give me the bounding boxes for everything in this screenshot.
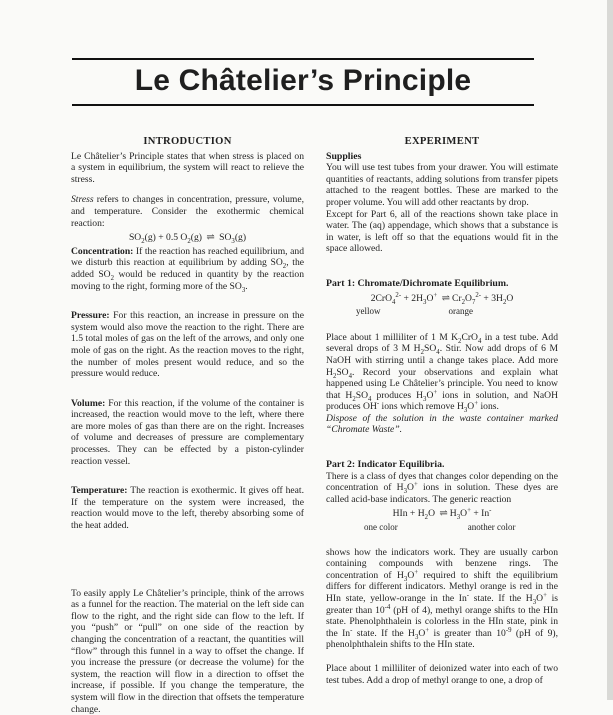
part2-procedure: Place about 1 milliliter of deionized water into each of two test tubes. Add a drop of methyl orange to one, a drop of [326, 662, 558, 686]
equilibrium-arrow-icon: ⇌ [441, 292, 451, 304]
color-label-yellow: yellow [356, 306, 381, 317]
concentration-label: Concentration: [71, 245, 134, 257]
indicator-color-labels [326, 522, 558, 534]
color-label-orange: orange [448, 306, 473, 317]
page-title: Le Châtelier’s Principle [134, 64, 472, 97]
funnel-paragraph: To easily apply Le Châtelier’s principle, think of the arrows as a funnel for the reaction. The material on the left side can flow to the right, and the right side can flow to the left. If you “push” or “pull” on one side of the reaction by changing the concentration of a reactant, the quantities will “flow” through this funnel in a way to offset the change. If you increase the pressure (or decrease the volume) for the system, the reaction will flow in a direction to offset the increase, if possible. If you change the temperature, the system will flow in the direction that offsets the temperature change. [71, 587, 304, 715]
chromate-color-labels [326, 306, 558, 318]
page-edge-shadow [607, 0, 613, 700]
intro-paragraph: Le Châtelier’s Principle states that when stress is placed on a system in equilibrium, the system will react to relieve the stress. [71, 150, 304, 185]
supplies-heading: Supplies [326, 150, 362, 162]
indicator-equation: HIn + $H_2O$ ⇌ $H_3O^+ + In^-$ [392, 507, 492, 522]
supplies-paragraph: You will use test tubes from your drawer. You will estimate quantities of reactants, adding solutions from transfer pipets attached to the reagent bottles. These are marked to the proper volume. You will add other reactants by drop. [326, 162, 558, 208]
part2-explanation: shows how the indicators work. They are usually carbon containing compounds with benzene rings. The concentration of $H_3O^+$ required to shift the equilibrium differs for different indicators. Methyl orange is red in the HIn state, yellow-orange in the In- state. If the $H_3O^+$ is greater than $10^{-4}$ (pH of 4), methyl orange shifts to the HIn state. Phenolphthalein is colorless in the HIn state, pink in the In- state. If the $H_3O^+$ is greater than $10^{-9}$ (pH of 9), phenolphthalein shifts to the HIn state. [326, 546, 558, 651]
color-label-another: another color [467, 522, 516, 533]
stress-paragraph [71, 194, 304, 229]
experiment-heading: EXPERIMENT [404, 136, 480, 147]
pressure-paragraph: Pressure: For this reaction, an increase in pressure on the system would also move the reaction to the right. There are 1.5 total moles of gas on the left of the arrows, and only one mole of gas on the right. As the reaction moves to the right, the number of moles present would reduce, and so the pressure would reduce. [71, 310, 304, 380]
part1-dispose-note: Dispose of the solution in the waste container marked “Chromate Waste”. [326, 412, 558, 436]
part1-procedure: Place about 1 milliliter of 1 M $K_2CrO_4$ in a test tube. Add several drops of 3 M $H_2SO_4$. Stir. Now add drops of 6 M NaOH with stirring until a change takes place. Add more $H_2SO_4$. Record your observations and explain what happened using Le Châtelier’s principle. You need to know that $H_2SO_4$ produces $H_3O^+$ ions in solution, and NaOH produces OH- ions which remove $H_3O^+$ ions. [326, 331, 559, 415]
pressure-label: Pressure: [71, 310, 110, 322]
temperature-paragraph: Temperature: The reaction is exothermic. It gives off heat. If the temperature on the system were increased, the reaction would move to the left, thereby absorbing some of the heat added. [71, 485, 304, 532]
part2-intro: There is a class of dyes that changes color depending on the concentration of $H_3O^+$ ions in solution. These dyes are called acid-base indicators. The generic reaction [326, 470, 558, 505]
equilibrium-arrow-icon: ⇌ [206, 232, 215, 244]
equilibrium-arrow-icon: ⇌ [439, 508, 448, 520]
title-rule-top [72, 58, 534, 60]
volume-paragraph: Volume: For this reaction, if the volume of the container is increased, the reaction would move to the left, where there are more moles of gas than there are on the right. Increases of volume and decreases of pressure are complementary processes. They can be effected by a piston-cylinder reaction vessel. [71, 397, 304, 467]
introduction-heading: INTRODUCTION [143, 136, 232, 147]
concentration-paragraph: Concentration: If the reaction has reached equilibrium, and we disturb this reaction at equilibrium by adding $SO_2$, the added $SO_2$ would be reduced in quantity by the reaction moving to the right, forming more of the $SO_3$. [71, 245, 304, 294]
color-label-one: one color [364, 522, 398, 533]
part1-heading: Part 1: Chromate/Dichromate Equilibrium. [326, 277, 509, 289]
part2-heading: Part 2: Indicator Equilibria. [326, 459, 445, 471]
title-block [72, 58, 534, 106]
volume-label: Volume: [71, 397, 106, 409]
introduction-column [71, 136, 304, 715]
title-rule-bottom [72, 104, 534, 106]
temperature-label: Temperature: [71, 485, 128, 497]
stress-term: Stress [71, 194, 94, 206]
chromate-equation: $2CrO_4^{2-} + 2H_3O^+$ ⇌ $Cr_2O_7^{2-} + 3H_2O$ [370, 291, 514, 306]
so2-reaction-equation: $SO_2(g) + 0.5$ $O_2(g)$ ⇌ $SO_3(g)$ [128, 232, 247, 246]
experiment-column [326, 136, 558, 686]
except-paragraph: Except for Part 6, all of the reactions shown take place in water. The (aq) appendage, which shows that a substance is in water, is left off so that the equations would fit in the space allowed. [326, 208, 558, 255]
stress-text: refers to changes in concentration, pressure, volume, and temperature. Consider the exothermic chemical reaction: [71, 194, 304, 229]
